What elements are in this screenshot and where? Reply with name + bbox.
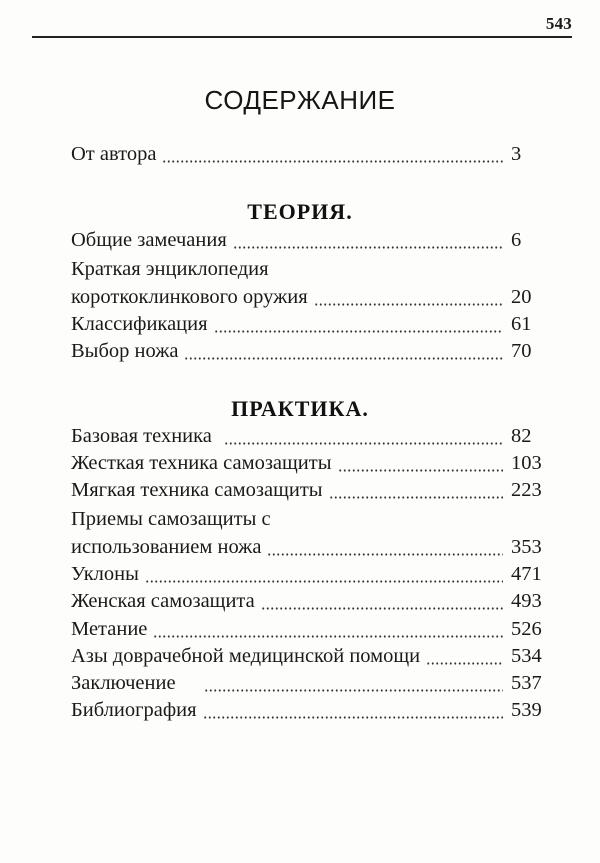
toc-entry-page: 20: [511, 286, 532, 308]
dot-leader: [184, 340, 503, 360]
dot-leader: [329, 479, 503, 499]
dot-leader: [314, 286, 503, 306]
toc-entry[interactable]: [71, 423, 541, 450]
dot-leader: [224, 425, 503, 445]
dot-leader: [267, 536, 503, 556]
toc-entry-label: Общие замечания: [71, 229, 227, 251]
toc-entry-label: Мягкая техника самозащиты: [71, 479, 323, 501]
toc-entry-page: 223: [511, 479, 542, 501]
toc-entry[interactable]: [71, 697, 541, 724]
header-rule: [32, 36, 572, 38]
dot-leader: [214, 313, 503, 333]
dot-leader: [162, 143, 503, 163]
toc-entry[interactable]: [71, 284, 541, 311]
toc-entry[interactable]: [71, 534, 541, 561]
toc-entry[interactable]: [71, 561, 541, 588]
dot-leader: [338, 452, 503, 472]
toc-entry-label: Женская самозащита: [71, 590, 255, 612]
toc-entry[interactable]: [71, 227, 541, 254]
toc-entry-page: 534: [511, 645, 542, 667]
toc-entry-label: Классификация: [71, 313, 208, 335]
toc-entry-line-1[interactable]: [71, 256, 541, 283]
dot-leader: [261, 590, 503, 610]
toc-entry-label: Краткая энциклопедия: [71, 258, 269, 280]
toc-entry[interactable]: [71, 670, 541, 697]
toc-entry[interactable]: [71, 311, 541, 338]
toc-entry-label: Базовая техника: [71, 425, 212, 447]
toc-entry-label: Азы доврачебной медицинской помощи: [71, 645, 421, 667]
toc-entry-page: 537: [511, 672, 542, 694]
toc-entry[interactable]: [71, 338, 541, 365]
toc-entry-label: Метание: [71, 618, 148, 640]
toc-entry-page: 61: [511, 313, 532, 335]
toc-entry-label: Жесткая техника самозащиты: [71, 452, 332, 474]
toc-entry-page: 493: [511, 590, 542, 612]
dot-leader: [153, 618, 503, 638]
toc-entry-label: Приемы самозащиты с: [71, 508, 271, 530]
toc-entry-label: Заключение: [71, 672, 176, 694]
toc-entry-label: Библиография: [71, 699, 197, 721]
toc-entry-page: 6: [511, 229, 522, 251]
dot-leader: [204, 672, 503, 692]
dot-leader: [426, 645, 503, 665]
toc-entry-label: короткоклинкового оружия: [71, 286, 308, 308]
toc-entry-label: От автора: [71, 143, 157, 165]
toc-entry-page: 70: [511, 340, 532, 362]
toc-entry-from-author[interactable]: [71, 141, 541, 168]
toc-entry-label: Уклоны: [71, 563, 139, 585]
toc-entry-label: использованием ножа: [71, 536, 262, 558]
toc-title: СОДЕРЖАНИЕ: [204, 85, 396, 115]
toc-entry-page: 539: [511, 699, 542, 721]
toc-entry-line-1[interactable]: [71, 506, 541, 533]
toc-entry[interactable]: [71, 477, 541, 504]
toc-entry[interactable]: [71, 643, 541, 670]
toc-entry-page: 3: [511, 143, 522, 165]
running-head-page-number: 543: [545, 14, 572, 33]
toc-entry[interactable]: [71, 450, 541, 477]
section-heading-theory: ТЕОРИЯ.: [247, 199, 353, 224]
toc-entry[interactable]: [71, 616, 541, 643]
dot-leader: [233, 229, 503, 249]
toc-entry-label: Выбор ножа: [71, 340, 179, 362]
toc-entry-page: 103: [511, 452, 542, 474]
toc-entry-page: 526: [511, 618, 542, 640]
section-heading-practice: ПРАКТИКА.: [231, 396, 369, 421]
dot-leader: [203, 699, 503, 719]
toc-entry-page: 353: [511, 536, 542, 558]
toc-entry-page: 82: [511, 425, 532, 447]
toc-entry-page: 471: [511, 563, 542, 585]
toc-entry[interactable]: [71, 588, 541, 615]
dot-leader: [145, 563, 503, 583]
